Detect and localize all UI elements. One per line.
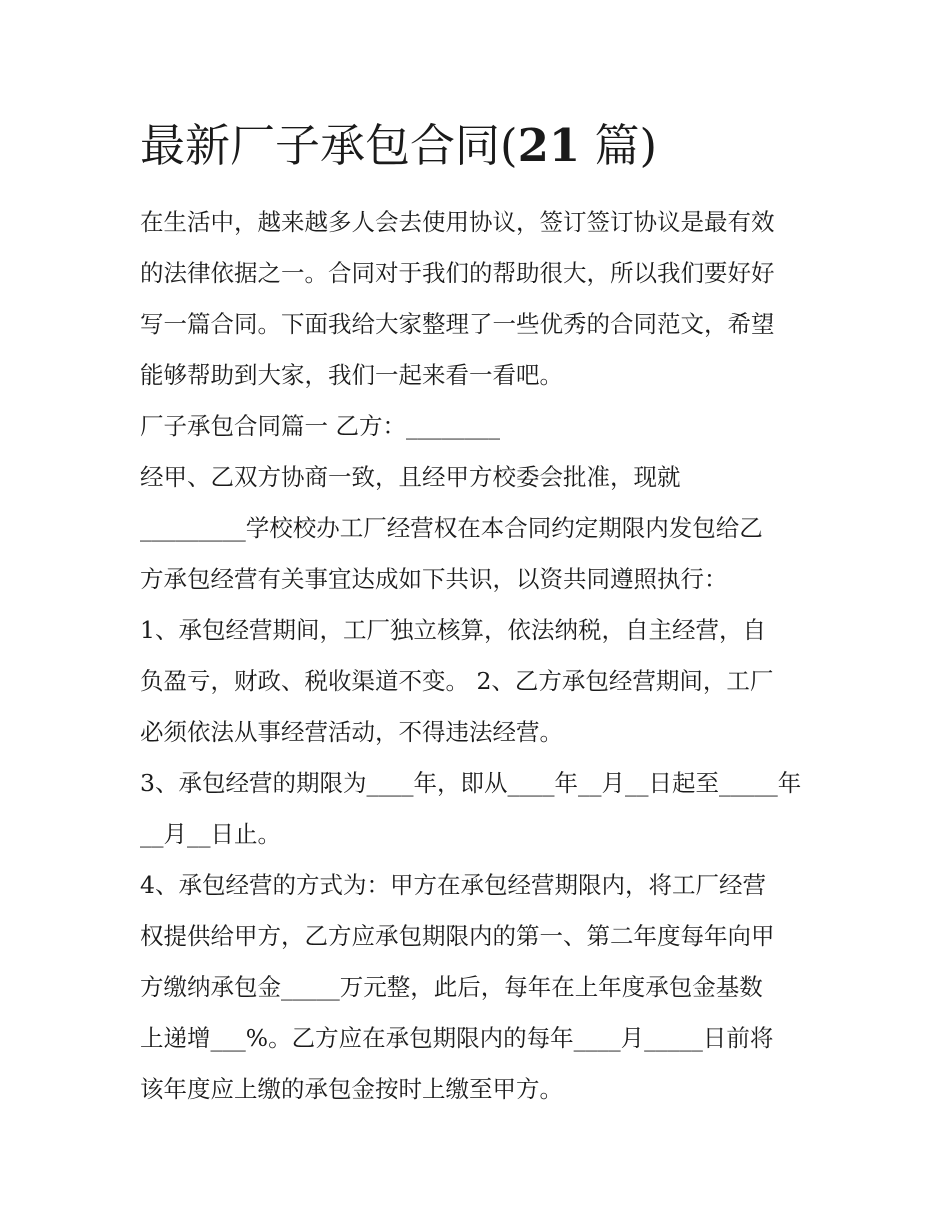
- clause-1-line-2: 负盈亏，财政、税收渠道不变。 2、乙方承包经营期间，工厂: [140, 667, 774, 695]
- title-prefix: 最新厂子承包合同(: [140, 119, 518, 172]
- clause-3-line-2: __月__日止。: [140, 820, 281, 848]
- clause-1-line-1: 1、承包经营期间，工厂独立核算，依法纳税，自主经营，自: [140, 616, 766, 644]
- preamble-line-3: 方承包经营有关事宜达成如下共识，以资共同遵照执行：: [140, 565, 728, 593]
- section-heading: 厂子承包合同篇一 乙方：________: [140, 412, 500, 440]
- intro-line-1: 在生活中，越来越多人会去使用协议，签订签订协议是最有效: [140, 208, 775, 236]
- clause-4-line-4: 上递增___%。乙方应在承包期限内的每年____月_____日前将: [140, 1024, 774, 1052]
- intro-line-3: 写一篇合同。下面我给大家整理了一些优秀的合同范文，希望: [140, 310, 775, 338]
- preamble-line-1: 经甲、乙双方协商一致，且经甲方校委会批准，现就: [140, 463, 681, 491]
- clause-4-line-3: 方缴纳承包金_____万元整，此后，每年在上年度承包金基数: [140, 973, 763, 1001]
- page-title: [140, 116, 840, 176]
- clause-2-line: 必须依法从事经营活动，不得违法经营。: [140, 718, 563, 746]
- clause-4-line-1: 4、承包经营的方式为：甲方在承包经营期限内，将工厂经营: [140, 871, 766, 899]
- clause-3-line-1: 3、承包经营的期限为____年，即从____年__月__日起至_____年: [140, 769, 802, 797]
- intro-line-4: 能够帮助到大家，我们一起来看一看吧。: [140, 361, 563, 389]
- intro-line-2: 的法律依据之一。合同对于我们的帮助很大，所以我们要好好: [140, 259, 775, 287]
- preamble-line-2: _________学校校办工厂经营权在本合同约定期限内发包给乙: [140, 514, 763, 542]
- clause-4-line-2: 权提供给甲方，乙方应承包期限内的第一、第二年度每年向甲: [140, 922, 775, 950]
- clause-4-line-5: 该年度应上缴的承包金按时上缴至甲方。: [140, 1075, 563, 1103]
- title-number: 21: [517, 119, 581, 172]
- title-suffix: 篇): [580, 119, 658, 172]
